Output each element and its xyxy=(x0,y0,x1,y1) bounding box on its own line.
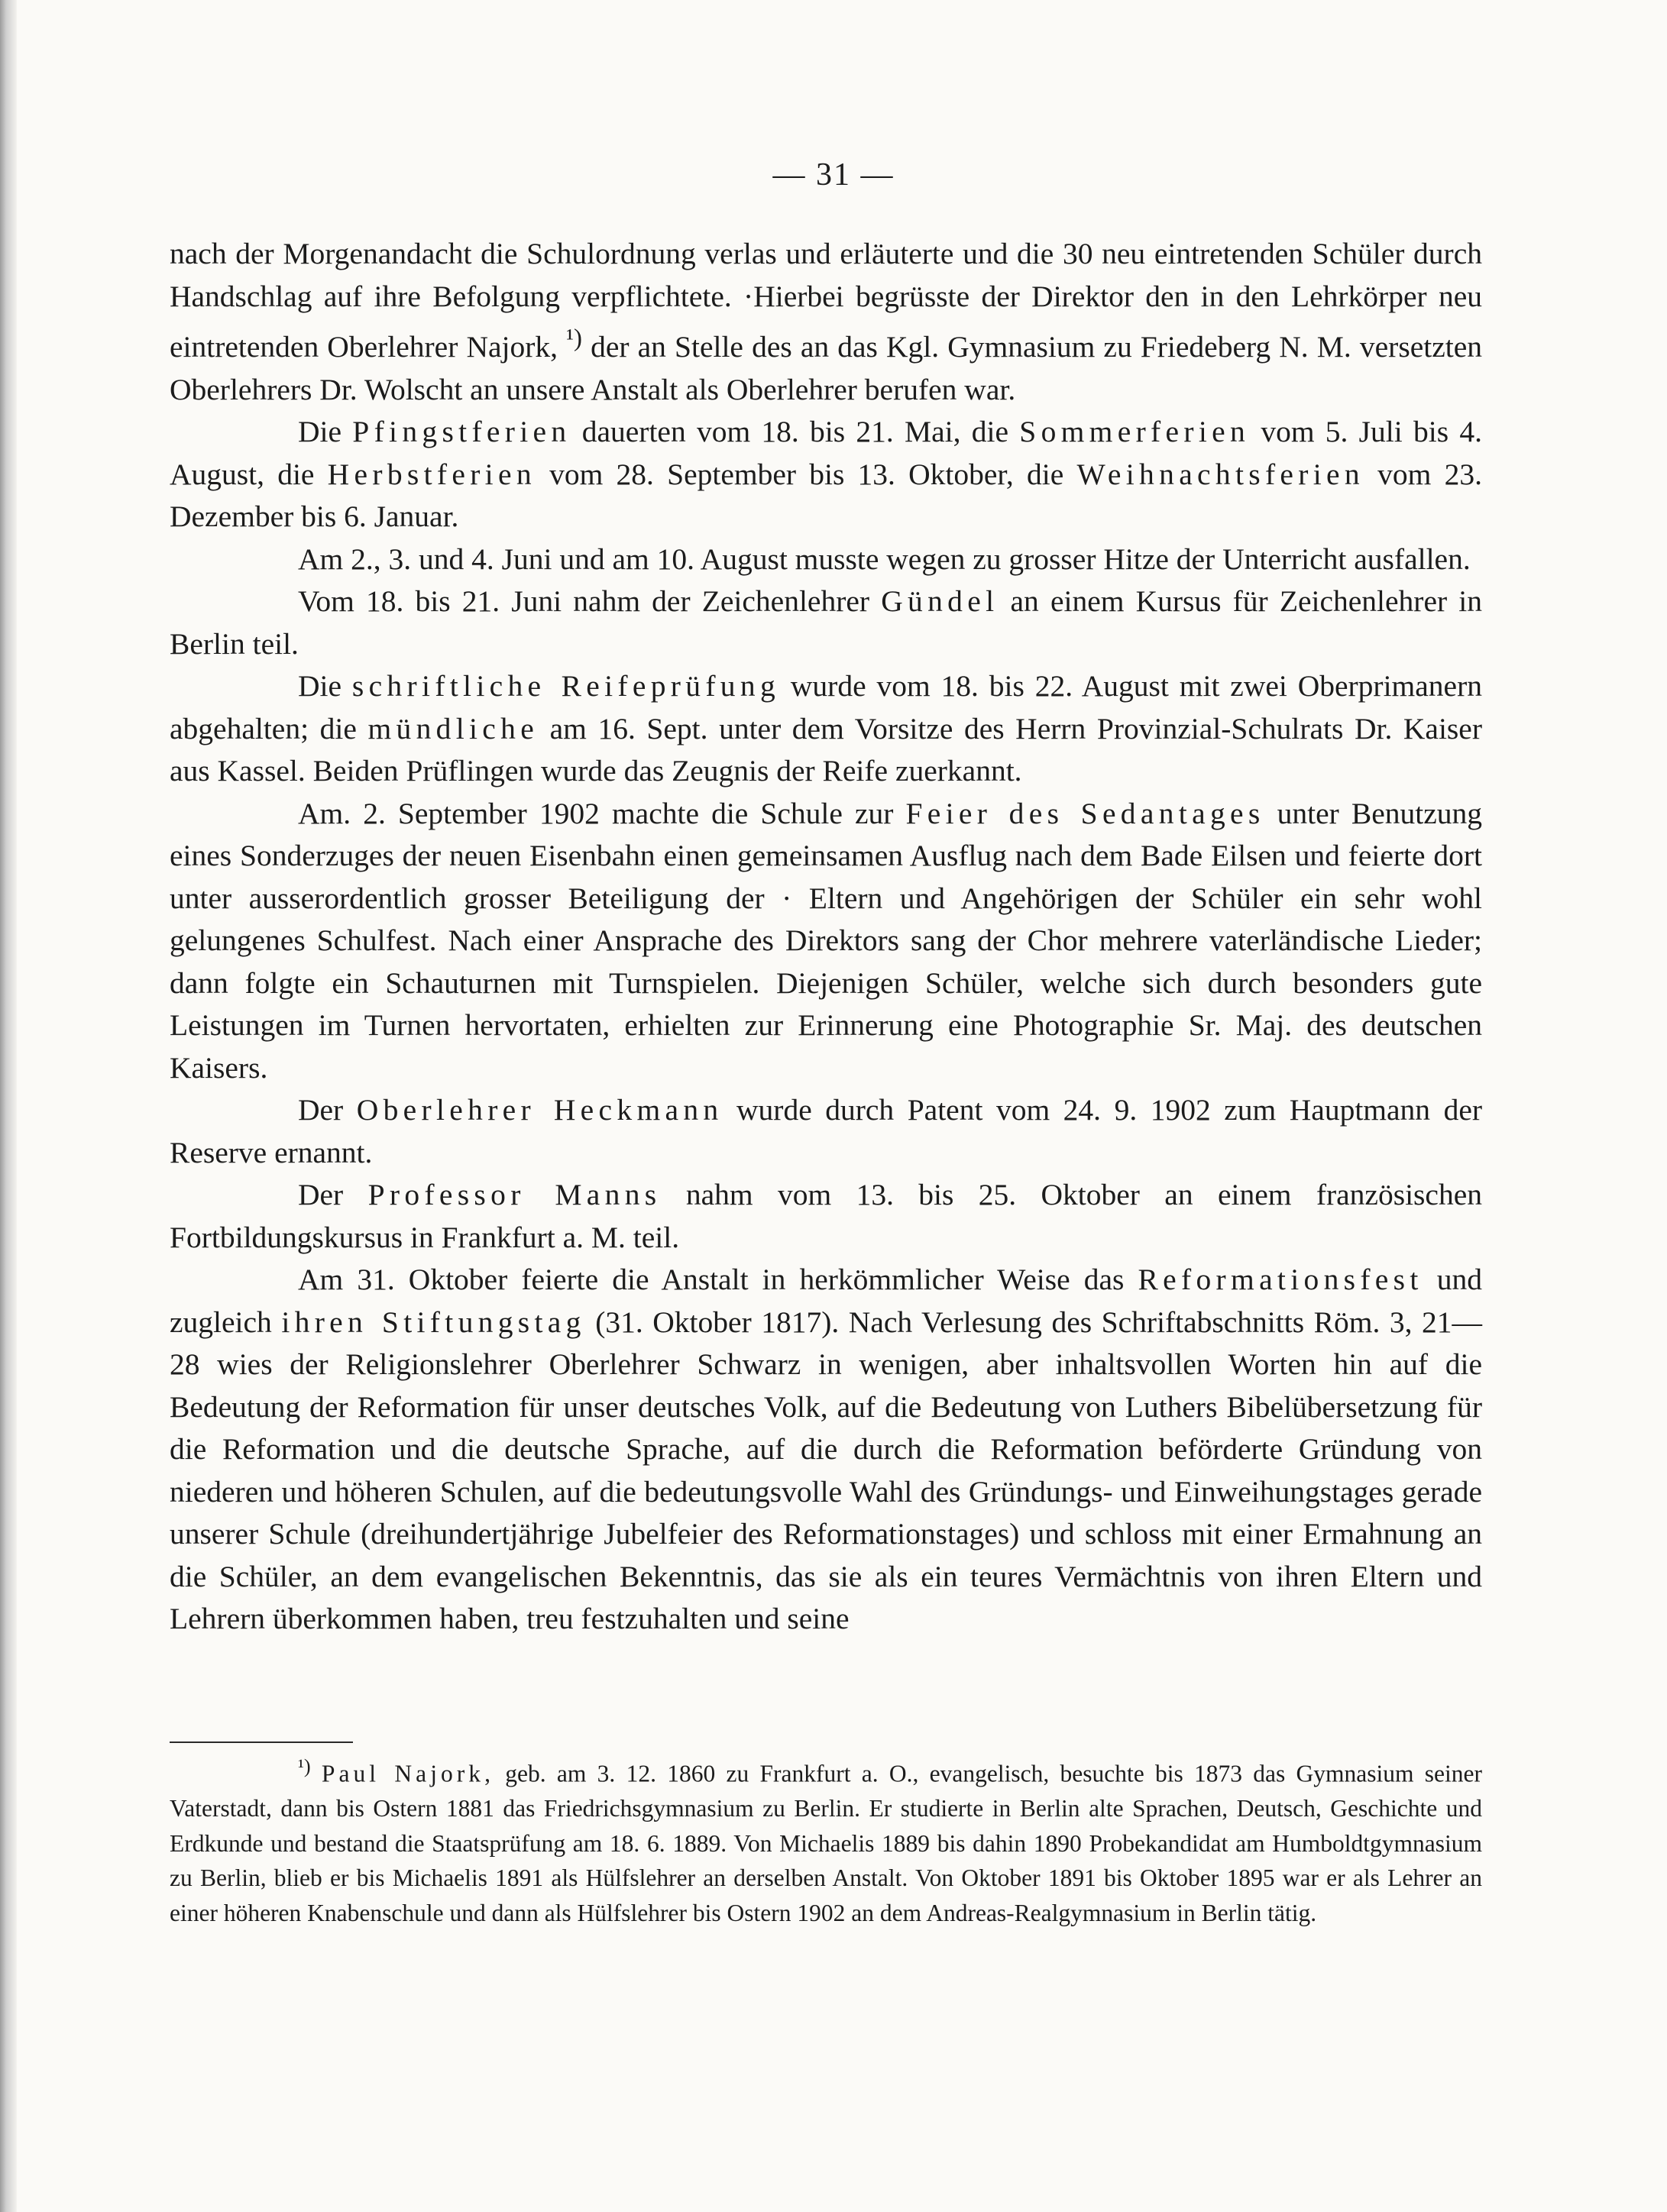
footnote-marker: ¹) xyxy=(298,1755,311,1777)
spaced-term: Feier des Sedantages xyxy=(905,796,1265,830)
text-segment: der an Stelle des an das Kgl. Gymnasium zu Friedeberg N. M. versetzten Oberlehrers Dr. Wolscht an unsere Anstalt als Oberlehrer berufen war. xyxy=(170,330,1482,406)
text-segment: Am. 2. September 1902 machte die Schule zur xyxy=(298,796,906,830)
footnote-name: Paul Najork, xyxy=(321,1760,495,1787)
spaced-term: Weihnachtsferien xyxy=(1076,457,1364,491)
paragraph-holidays xyxy=(170,411,1482,538)
spaced-term: Gündel xyxy=(881,584,999,619)
paragraph-final-exam xyxy=(170,665,1482,793)
text-segment: nach der Morgenandacht die Schulordnung verlas und erläuterte und die 30 neu eintretenden Schüler durch Handschlag auf ihre Befolgung verpflichtete. ·Hierbei begrüsste der Direktor den in den Lehrkörper neu eintretenden Oberlehrer Najork, xyxy=(170,237,1482,364)
page-number: — 31 — xyxy=(772,157,895,192)
text-segment: Der xyxy=(298,1178,368,1212)
footnote-reference: ¹) xyxy=(566,325,582,352)
body-text xyxy=(170,233,1482,1641)
text-segment: dauerten vom 18. bis 21. Mai, die xyxy=(571,415,1020,449)
paragraph-manns xyxy=(170,1174,1482,1259)
text-segment: vom 5. Juli bis 4. August, die xyxy=(170,415,1482,491)
text-segment: unter Benutzung eines Sonderzuges der neuen Eisenbahn einen gemeinsamen Ausflug nach dem Bade Eilsen und feierte dort unter ausserordentlich grosser Beteiligung der · Eltern und Angehörigen der Schüler ein sehr wohl gelungenes Schulfest. Nach einer Ansprache des Direktors sang der Chor mehrere vaterländische Lieder; dann folgte ein Schauturnen mit Turnspielen. Diejenigen Schüler, welche sich durch besonders gute Leistungen im Turnen hervortaten, erhielten zur Erinnerung eine Photographie Sr. Maj. des deutschen Kaisers. xyxy=(170,796,1483,1085)
spaced-term: Oberlehrer Heckmann xyxy=(356,1093,723,1127)
text-segment: Am 31. Oktober feierte die Anstalt in herkömmlicher Weise das xyxy=(298,1263,1138,1297)
page-binding-edge xyxy=(0,0,17,2212)
spaced-term: mündliche xyxy=(367,711,539,745)
spaced-term: Sommerferien xyxy=(1019,415,1251,449)
footnote-rule xyxy=(170,1741,353,1743)
paragraph-morning-assembly xyxy=(170,233,1482,411)
paragraph-heckmann xyxy=(170,1089,1482,1174)
text-segment: wurde vom 18. bis 22. August mit zwei Oberprimanern abgehalten; die xyxy=(170,669,1482,745)
footnote xyxy=(170,1749,1482,1930)
paragraph-heat-cancellation xyxy=(170,538,1482,581)
paragraph-sedan-day xyxy=(170,793,1482,1090)
text-segment: Am 2., 3. und 4. Juni und am 10. August musste wegen zu grosser Hitze der Unterricht ausfallen. xyxy=(298,542,1471,576)
spaced-term: Reformationsfest xyxy=(1138,1263,1423,1297)
text-segment: vom 23. Dezember bis 6. Januar. xyxy=(170,457,1482,534)
text-segment: nahm vom 13. bis 25. Oktober an einem französischen Fortbildungskursus in Frankfurt a. M. teil. xyxy=(170,1178,1482,1254)
paragraph-drawing-course xyxy=(170,580,1482,665)
text-segment: wurde durch Patent vom 24. 9. 1902 zum Hauptmann der Reserve ernannt. xyxy=(170,1093,1483,1169)
text-segment: (31. Oktober 1817). Nach Verlesung des Schriftabschnitts Röm. 3, 21—28 wies der Religionslehrer Oberlehrer Schwarz in wenigen, aber inhaltsvollen Worten hin auf die Bedeutung der Reformation für unser deutsches Volk, auf die Bedeutung von Luthers Bibelübersetzung für die Reformation und die deutsche Sprache, auf die durch die Reformation beförderte Gründung von niederen und höheren Schulen, auf die bedeutungsvolle Wahl des Gründungs- und Einweihungstages gerade unserer Schule (dreihundertjährige Jubelfeier des Reformationstages) und schloss mit einer Ermahnung an die Schüler, an dem evangelischen Bekenntnis, das sie als ein teures Vermächtnis von ihren Eltern und Lehrern überkommen haben, treu festzuhalten und seine xyxy=(170,1305,1483,1636)
spaced-term: Pfingstferien xyxy=(352,415,571,449)
spaced-term: schriftliche Reifeprüfung xyxy=(351,669,781,703)
text-segment: und zugleich xyxy=(170,1263,1482,1339)
text-segment: vom 28. September bis 13. Oktober, die xyxy=(536,457,1077,491)
text-segment: Die xyxy=(298,669,352,703)
text-segment: Die xyxy=(298,415,353,449)
text-segment: Vom 18. bis 21. Juni nahm der Zeichenlehrer xyxy=(298,584,882,619)
spaced-term: Herbstferien xyxy=(327,457,536,491)
spaced-term: Professor Manns xyxy=(367,1178,662,1212)
paragraph-reformation xyxy=(170,1259,1482,1641)
footnote-text: geb. am 3. 12. 1860 zu Frankfurt a. O., evangelisch, besuchte bis 1873 das Gymnasium seiner Vaterstadt, dann bis Ostern 1881 das Friedrichsgymnasium zu Berlin. Er studierte in Berlin alte Sprachen, Deutsch, Geschichte und Erdkunde und bestand die Staatsprüfung am 18. 6. 1889. Von Michaelis 1889 bis dahin 1890 Probekandidat am Humboldtgymnasium zu Berlin, blieb er bis Michaelis 1891 als Hülfslehrer an derselben Anstalt. Von Oktober 1891 bis Oktober 1895 war er als Lehrer an einer höheren Knabenschule und dann als Hülfslehrer bis Ostern 1902 an dem Andreas-Realgymnasium in Berlin tätig. xyxy=(170,1760,1483,1926)
text-segment: an einem Kursus für Zeichenlehrer in Berlin teil. xyxy=(170,584,1483,661)
text-segment: am 16. Sept. unter dem Vorsitze des Herrn Provinzial-Schulrats Dr. Kaiser aus Kassel. Beiden Prüflingen wurde das Zeugnis der Reife zuerkannt. xyxy=(170,711,1482,788)
spaced-term: ihren Stiftungstag xyxy=(281,1305,586,1339)
text-segment: Der xyxy=(298,1093,357,1127)
